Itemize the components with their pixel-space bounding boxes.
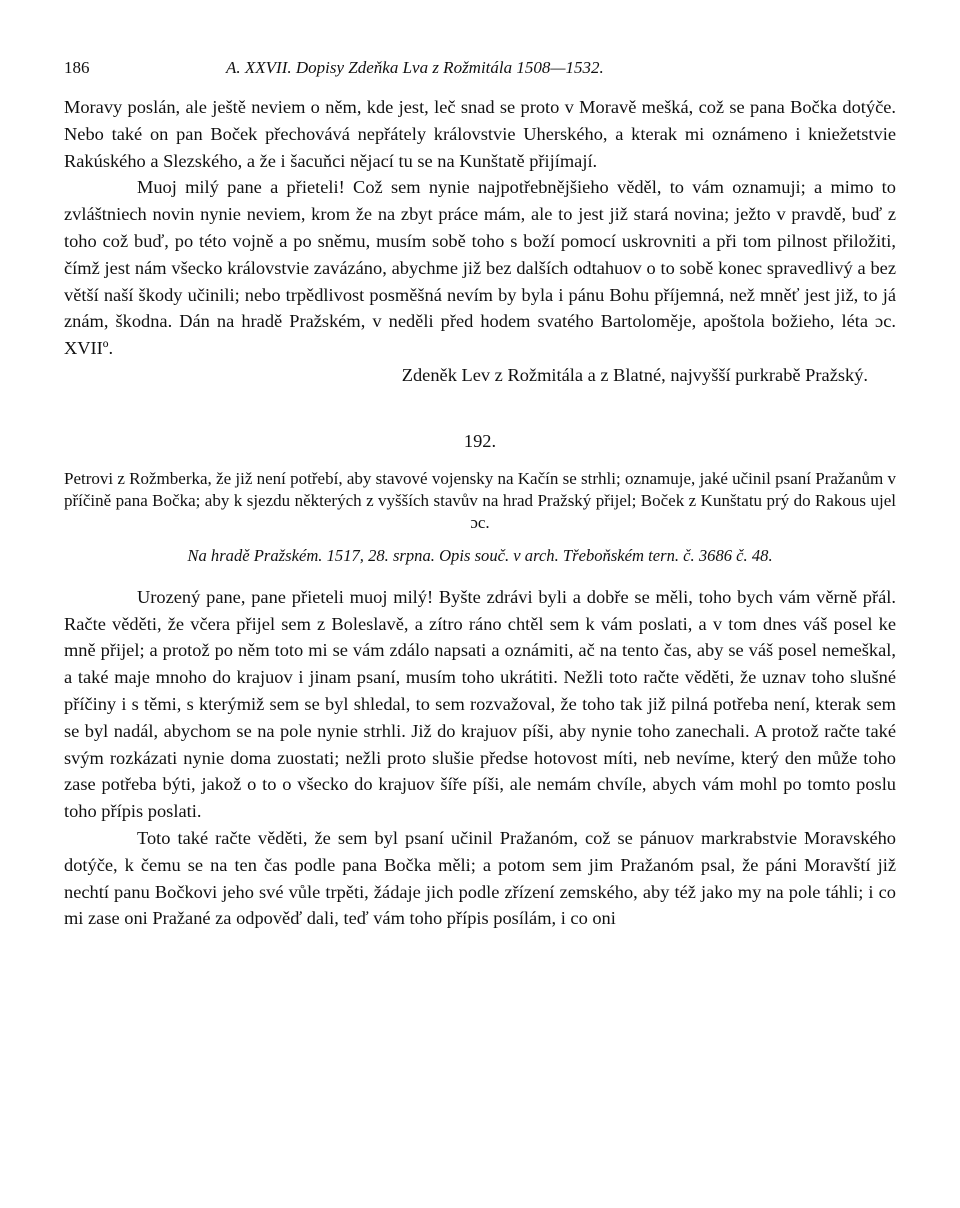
regest: Petrovi z Rožmberka, že již není potřebí, aby stavové vojensky na Kačín se strhli; oznamuje, jaké učinil psaní Pražanům v příčině pana Bočka; aby k sjezdu některých z vyšších stavův na hrad Pražský přijel; Boček z Kunštatu prý do Rakous ujel ɔc.: [64, 468, 896, 532]
page-number: 186: [64, 58, 90, 77]
running-head: [64, 54, 896, 94]
letter-paragraph-2: Toto také račte věděti, že sem byl psaní učinil Pražanóm, což se pánuov markrabstvie Moravského dotýče, k čemu se na ten čas podle pana Bočka měli; a potom sem jim Pražanóm psal, že páni Moravští již nechtí panu Bočkovi jeho své vůle trpěti, žádaje jich podle zřízení zemského, aby též jako my na pole táhli; i co mi zase oni Pražané za odpověď dali, teď vám toho přípis posílám, i co oni: [64, 827, 896, 929]
source-note: Na hradě Pražském. 1517, 28. srpna. Opis souč. v arch. Třeboňském tern. č. 3686 č. 48.: [187, 545, 773, 565]
letter-paragraph-1: Urozený pane, pane přieteli muoj milý! Byšte zdrávi byli a dobře se měli, toho bych vám věrně přál. Račte věděti, že včera přijel sem z Boleslavě, a zítro ráno chtěl sem k vám poslati, a v tom dnes váš posel ke mně přijel; a protož po něm toto mi se vám zdálo napsati a oznámiti, ač na tento čas, aby se váš posel nemeškal, a také maje mnoho do krajuov i jinam psaní, musím toho ukrátiti. Nežli toto račte věděti, že uznav toho slušné příčiny i s těmi, s kterýmiž sem se byl shledal, to sem rozvažoval, že toho tak již pilná potřeba není, kterak sem se byl nadál, abychom se na pole nynie strhli. Již do krajuov píši, aby nynie toho zanechali. A protož račte také svým rozkázati nynie doma zuostati; nežli proto slušie předse hotovost míti, neb nevíme, který den může toho zase potřeba býti, jakož o to o všecko do krajuov šíře píši, ale nemám chvíle, abych vám mohl po tomto poslu toho přípis poslati.: [64, 586, 896, 822]
document-number: 192.: [463, 430, 497, 451]
signature: Zdeněk Lev z Rožmitála a z Blatné, najvyšší purkrabě Pražský.: [401, 364, 868, 385]
prev-letter-paragraph-2: Muoj milý pane a přieteli! Což sem nynie najpotřebnějšieho věděl, to vám oznamuji; a mimo to zvláštniech novin nynie neviem, krom že na zbyt práce mám, ale to jest již stará novina; ježto v pravdě, buď z toho což buď, po této vojně a po sněmu, musím sobě toho s boží pomocí uskrovniti a při tom pilnost přiložiti, čímž jest nám všecko královstvie zavázáno, abychme již bez dalších odtahuov o to sobě konec spravedlivý a bez větší naší škody učinili; nebo trpědlivost posměšná nevím by byla i pánu Bohu příjemná, než mněť jest již, to já znám, škodna. Dán na hradě Pražském, v neděli před hodem svatého Bartoloměje, apoštola božieho, léta ɔc. XVIIº.: [64, 177, 896, 359]
page: [64, 54, 896, 932]
running-title: A. XXVII. Dopisy Zdeňka Lva z Rožmitála 1508—1532.: [226, 58, 604, 77]
prev-letter-paragraph-1: Moravy poslán, ale ještě neviem o něm, kde jest, leč snad se proto v Moravě mešká, což se pana Bočka dotýče. Nebo také on pan Boček přechovává nepřátely královstvie Uherského, a kterak mi oznámeno i kniežetstvie Rakúského a Slezského, a že i šacuňci nějací tu se na Kunštatě přijímají.: [64, 97, 896, 171]
